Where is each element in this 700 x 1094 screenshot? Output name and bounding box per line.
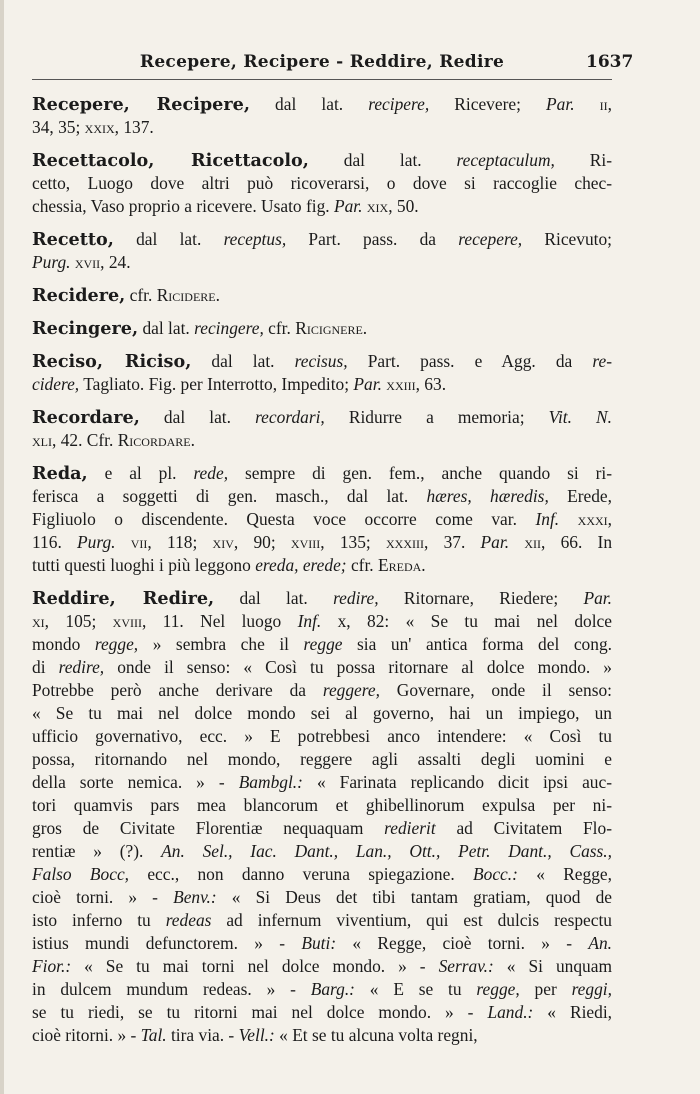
headword: Recingere, [32,318,139,339]
text-run: cfr. [125,285,157,305]
text-run: 11. Nel luogo [146,611,298,631]
italic-text: recingere, [194,318,264,338]
text-run: 50. [392,196,419,216]
text-run: Governare, onde il senso: [379,680,612,700]
italic-text: Purg. [77,532,116,552]
dictionary-entry [32,406,612,452]
small-caps-text: xix, [366,196,393,216]
text-run: Part. pass. e Agg. da [347,351,593,371]
entry-line [32,633,612,656]
italic-text: Serrav.: [438,956,494,976]
text-run: in dulcem mundum redeas. » - [32,979,311,999]
text-run: 137. [119,117,154,137]
italic-text: Vit. N. [548,407,612,427]
italic-text: An. [588,933,612,953]
text-run: 105; [49,611,113,631]
running-title: Recepere, Recipere - Reddire, Redire [139,52,505,72]
text-run: Figliuolo o discendente. Questa voce occorre come var. [32,509,536,529]
text-run: 24. [104,252,131,272]
italic-text: Par. [480,532,510,552]
text-run: isto inferno tu [32,910,166,930]
small-caps-text: xiv, [212,532,239,552]
small-caps-text: xxxiii, [385,532,429,552]
italic-text: Barg.: [310,979,355,999]
text-run [509,532,524,552]
entry-line [32,656,612,679]
italic-text: reggere, [322,680,380,700]
text-run: Erede, [548,486,612,506]
text-run: 135; [324,532,386,552]
italic-text: regge, [94,634,139,654]
italic-text: Purg. [32,252,71,272]
italic-text: Benv.: [173,887,217,907]
entry-line [32,116,612,139]
text-run: della sorte nemica. » - [32,772,239,792]
dictionary-entry [32,462,612,577]
small-caps-text: xvii, [74,252,105,272]
text-run: ecc., non danno veruna spiegazione. [129,864,473,884]
text-run: 34, 35; [32,117,85,137]
headword: Recetto, [32,229,114,250]
text-run: dal lat. [139,407,256,427]
entry-line [32,93,612,116]
entry-line [32,840,612,863]
italic-text: Tal. [140,1025,167,1045]
text-run: 63. [419,374,447,394]
text-run: « E se tu [354,979,477,999]
italic-text: Vell.: [238,1025,275,1045]
text-run: chessia, Vaso proprio a ricevere. Usato fig. [32,196,334,216]
italic-text: Par. [333,196,363,216]
italic-text: redeas [165,910,212,930]
text-run: istius mundi defunctorem. » - [32,933,302,953]
entry-line [32,863,612,886]
entry-line [32,1001,612,1024]
text-run [559,509,578,529]
small-caps-text: Ereda. [378,555,426,575]
italic-text: Bocc.: [473,864,518,884]
text-run: dal lat. [249,94,369,114]
text-run: 42. Cfr. [56,430,118,450]
entry-line [32,679,612,702]
text-run: 116. [32,532,78,552]
text-run: Potrebbe però anche derivare da [32,680,323,700]
italic-text: receptaculum, [456,150,555,170]
small-caps-text: vii, [130,532,152,552]
text-run: 66. In [545,532,613,552]
text-run: « Regge, [517,864,612,884]
dictionary-entry [32,317,612,340]
italic-text: recepere, [458,229,523,249]
small-caps-text: xxxi, [577,509,612,529]
entry-line [32,554,612,577]
text-run: gros de Civitate Florentiæ nequaquam [32,818,385,838]
entry-line [32,1024,612,1047]
dictionary-entry [32,149,612,218]
text-run: Ri- [554,150,612,170]
headword: Recettacolo, Ricettacolo, [32,150,309,171]
small-caps-text: xxiii, [386,374,420,394]
italic-text: regge, [476,979,520,999]
entry-line [32,251,612,274]
italic-text: ereda, erede; [255,555,347,575]
small-caps-text: xxix, [84,117,119,137]
small-caps-text: xviii, [112,611,147,631]
entry-line [32,725,612,748]
italic-text: Inf. [297,611,322,631]
headword: Recidere, [32,285,126,306]
text-run: possa, ritornando nel mondo, reggere agli assalti degli uomini e [32,749,612,769]
text-run: ufficio governativo, ecc. » E potrebbesi anco intendere: « Così tu [32,726,612,746]
text-run: ferisca a soggetti di gen. masch., dal lat. [32,486,427,506]
italic-text: redire, [58,657,105,677]
text-run: « Se tu mai torni nel dolce mondo. » - [71,956,439,976]
entry-line [32,149,612,172]
small-caps-text: Ricordare. [117,430,195,450]
text-run: cfr. [346,555,378,575]
italic-text: Par. [353,374,382,394]
entry-line [32,531,612,554]
entry-line [32,909,612,932]
small-caps-text: Ricidere. [156,285,220,305]
italic-text: redire, [333,588,379,608]
italic-text: Fior.: [32,956,72,976]
small-caps-text: xli, [32,430,57,450]
text-run: dal lat. [191,351,295,371]
entry-line [32,955,612,978]
text-run: Part. pass. da [286,229,459,249]
entry-line [32,702,612,725]
italic-text: Par. [583,588,612,608]
entry-line [32,406,612,429]
text-run: sempre di gen. fem., anche quando si ri- [228,463,612,483]
text-run: Ricevere; [429,94,547,114]
italic-text: Buti: [301,933,337,953]
text-run: cetto, Luogo dove altri può ricoverarsi, o dove si raccoglie chec- [32,173,612,193]
page-edge-shadow [0,0,4,1094]
italic-text: regge [303,634,343,654]
text-run: onde il senso: « Così tu possa ritornare al dolce mondo. » [104,657,612,677]
text-run: « Si Deus det tibi tantam gratiam, quod de [216,887,612,907]
italic-text: rede, [193,463,229,483]
dictionary-entry [32,93,612,139]
entry-line [32,172,612,195]
italic-text: An. Sel., Iac. Dant., Lan., Ott., Petr. Dant., Cass., [161,841,612,861]
entry-line [32,462,612,485]
text-run [116,532,131,552]
headword: Reddire, Redire, [32,588,215,609]
text-run: Tagliato. Fig. per Interrotto, Impedito; [79,374,354,394]
entry-line [32,284,612,307]
entry-line [32,886,612,909]
text-run: 37. [428,532,481,552]
entry-line [32,978,612,1001]
text-run: cioè ritorni. » - [32,1025,141,1045]
entry-line [32,794,612,817]
text-run: rentiæ » (?). [32,841,162,861]
entry-line [32,771,612,794]
text-run: x, 82: « Se tu mai nel dolce [321,611,612,631]
entry-line [32,508,612,531]
text-run: 90; [238,532,291,552]
text-run: Ridurre a memoria; [324,407,549,427]
entry-line [32,485,612,508]
entry-line [32,228,612,251]
italic-text: re- [592,351,612,371]
italic-text: Land.: [487,1002,534,1022]
entry-line [32,195,612,218]
text-run: dal lat. [214,588,334,608]
headword: Reda, [32,463,88,484]
text-run: tutti questi luoghi i più leggono [32,555,256,575]
small-caps-text: xi, [32,611,50,631]
entry-line [32,932,612,955]
entry-line [32,748,612,771]
text-run: dal lat. [308,150,457,170]
entries-column [32,93,612,1057]
text-run: dal lat. [138,318,195,338]
text-run: ad Civitatem Flo- [435,818,612,838]
text-run: per [519,979,572,999]
text-run [575,94,600,114]
dictionary-entry [32,587,612,1047]
small-caps-text: ii, [599,94,612,114]
text-run: mondo [32,634,95,654]
entry-line [32,429,612,452]
italic-text: Par. [546,94,575,114]
entry-line [32,373,612,396]
page-number: 1637 [586,52,634,72]
dictionary-entry [32,350,612,396]
small-caps-text: xviii, [290,532,325,552]
italic-text: Falso Bocc, [32,864,130,884]
text-run: Ricevuto; [522,229,613,249]
text-run: « Regge, cioè torni. » - [336,933,589,953]
text-run: « Se tu mai nel dolce mondo sei al governo, hai un impiego, un [32,703,612,723]
small-caps-text: Ricignere. [295,318,368,338]
text-run: cfr. [263,318,296,338]
entry-line [32,587,612,610]
entry-line [32,610,612,633]
dictionary-entry [32,228,612,274]
headword: Recepere, Recipere, [32,94,250,115]
running-header [32,47,612,80]
entry-line [32,817,612,840]
text-run: ad infernum viventium, qui est dulcis respectu [211,910,613,930]
italic-text: recisus, [294,351,348,371]
text-run: dal lat. [113,229,224,249]
text-run: se tu riedi, se tu ritorni mai nel dolce mondo. » - [32,1002,488,1022]
italic-text: hæres, hæredis, [426,486,549,506]
text-run: 118; [151,532,213,552]
text-run: tira via. - [166,1025,239,1045]
italic-text: reggi, [571,979,612,999]
headword: Recordare, [32,407,140,428]
italic-text: redierit [384,818,436,838]
italic-text: Bambgl.: [238,772,303,792]
dictionary-entry [32,284,612,307]
italic-text: recordari, [255,407,325,427]
text-run: « Riedi, [533,1002,612,1022]
text-run: « Si unquam [493,956,612,976]
italic-text: recipere, [368,94,430,114]
italic-text: cidere, [32,374,80,394]
text-run: « Et se tu alcuna volta regni, [274,1025,478,1045]
text-run: e al pl. [87,463,194,483]
italic-text: receptus, [223,229,287,249]
text-run: tori quamvis pars mea blancorum et ghibellinorum expulsa per ni- [32,795,612,815]
text-run: di [32,657,59,677]
text-run: cioè torni. » - [32,887,174,907]
text-run: « Farinata replicando dicit ipsi auc- [302,772,612,792]
italic-text: Inf. [535,509,560,529]
text-run: sia un' antica forma del cong. [342,634,612,654]
text-run: Ritornare, Riedere; [378,588,584,608]
entry-line [32,350,612,373]
text-run: » sembra che il [138,634,304,654]
small-caps-text: xii, [524,532,546,552]
entry-line [32,317,612,340]
headword: Reciso, Riciso, [32,351,192,372]
